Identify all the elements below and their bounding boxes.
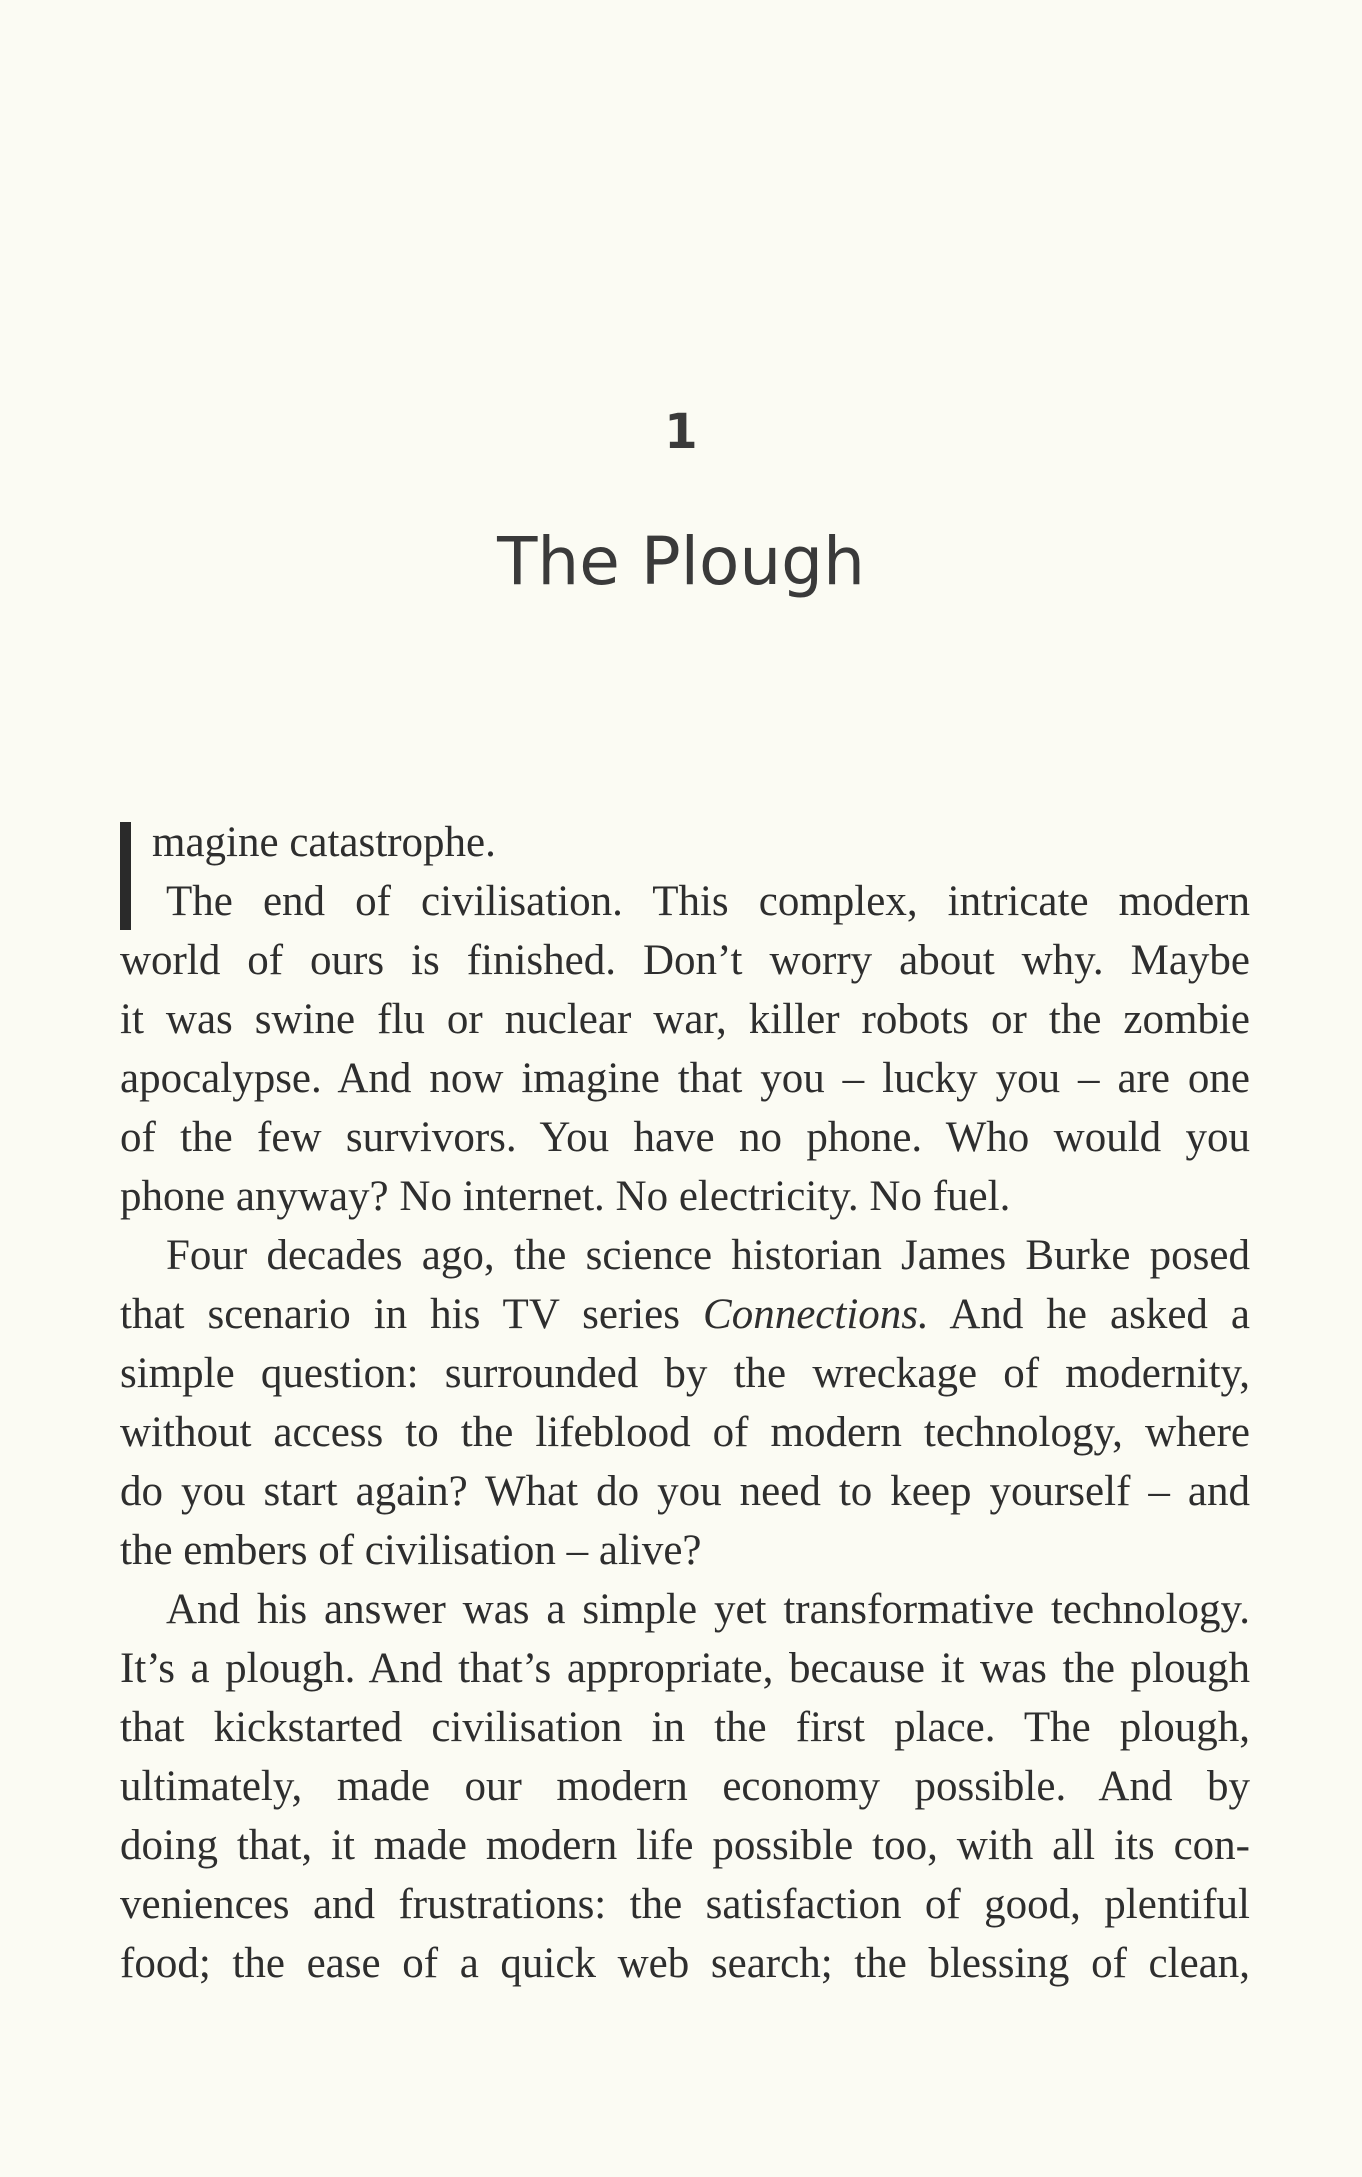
text-line: the embers of civilisation – alive? [120, 1527, 702, 1574]
text-segment: And he asked a [949, 1291, 1250, 1338]
text-line: apocalypse. And now imagine that you – lucky you – are one [120, 1055, 1250, 1102]
text-line: that kickstarted civilisation in the first place. The plough, [120, 1704, 1250, 1751]
text-line: The end of civilisation. This complex, intricate modern [166, 878, 1250, 925]
text-line: It’s a plough. And that’s appropriate, because it was the plough [120, 1645, 1250, 1692]
text-line: it was swine flu or nuclear war, killer robots or the zombie [120, 996, 1250, 1043]
chapter-title: The Plough [497, 523, 865, 600]
body-text [120, 813, 1250, 1993]
text-line: without access to the lifeblood of modern technology, where [120, 1409, 1250, 1456]
text-line: of the few survivors. You have no phone. Who would you [120, 1114, 1250, 1161]
text-line: ultimately, made our modern economy possible. And by [120, 1763, 1250, 1810]
text-line: And his answer was a simple yet transformative technology. [166, 1586, 1250, 1633]
text-line: do you start again? What do you need to keep yourself – and [120, 1468, 1250, 1515]
text-line: food; the ease of a quick web search; the blessing of clean, [120, 1940, 1250, 1987]
text-line: Four decades ago, the science historian James Burke posed [166, 1232, 1250, 1279]
text-line: world of ours is finished. Don’t worry about why. Maybe [120, 937, 1250, 984]
text-line: simple question: surrounded by the wreckage of modernity, [120, 1350, 1250, 1397]
text-line: veniences and frustrations: the satisfaction of good, plentiful [120, 1881, 1250, 1928]
series-title-italic: Connections. [703, 1291, 929, 1338]
text-segment: that scenario in his TV series [120, 1291, 681, 1338]
text-line: magine catastrophe. [152, 819, 496, 866]
chapter-number: 1 [664, 404, 698, 460]
text-line: phone anyway? No internet. No electricity. No fuel. [120, 1173, 1011, 1220]
text-line-with-italic [120, 1285, 1250, 1344]
text-line: doing that, it made modern life possible too, with all its con- [120, 1822, 1250, 1869]
